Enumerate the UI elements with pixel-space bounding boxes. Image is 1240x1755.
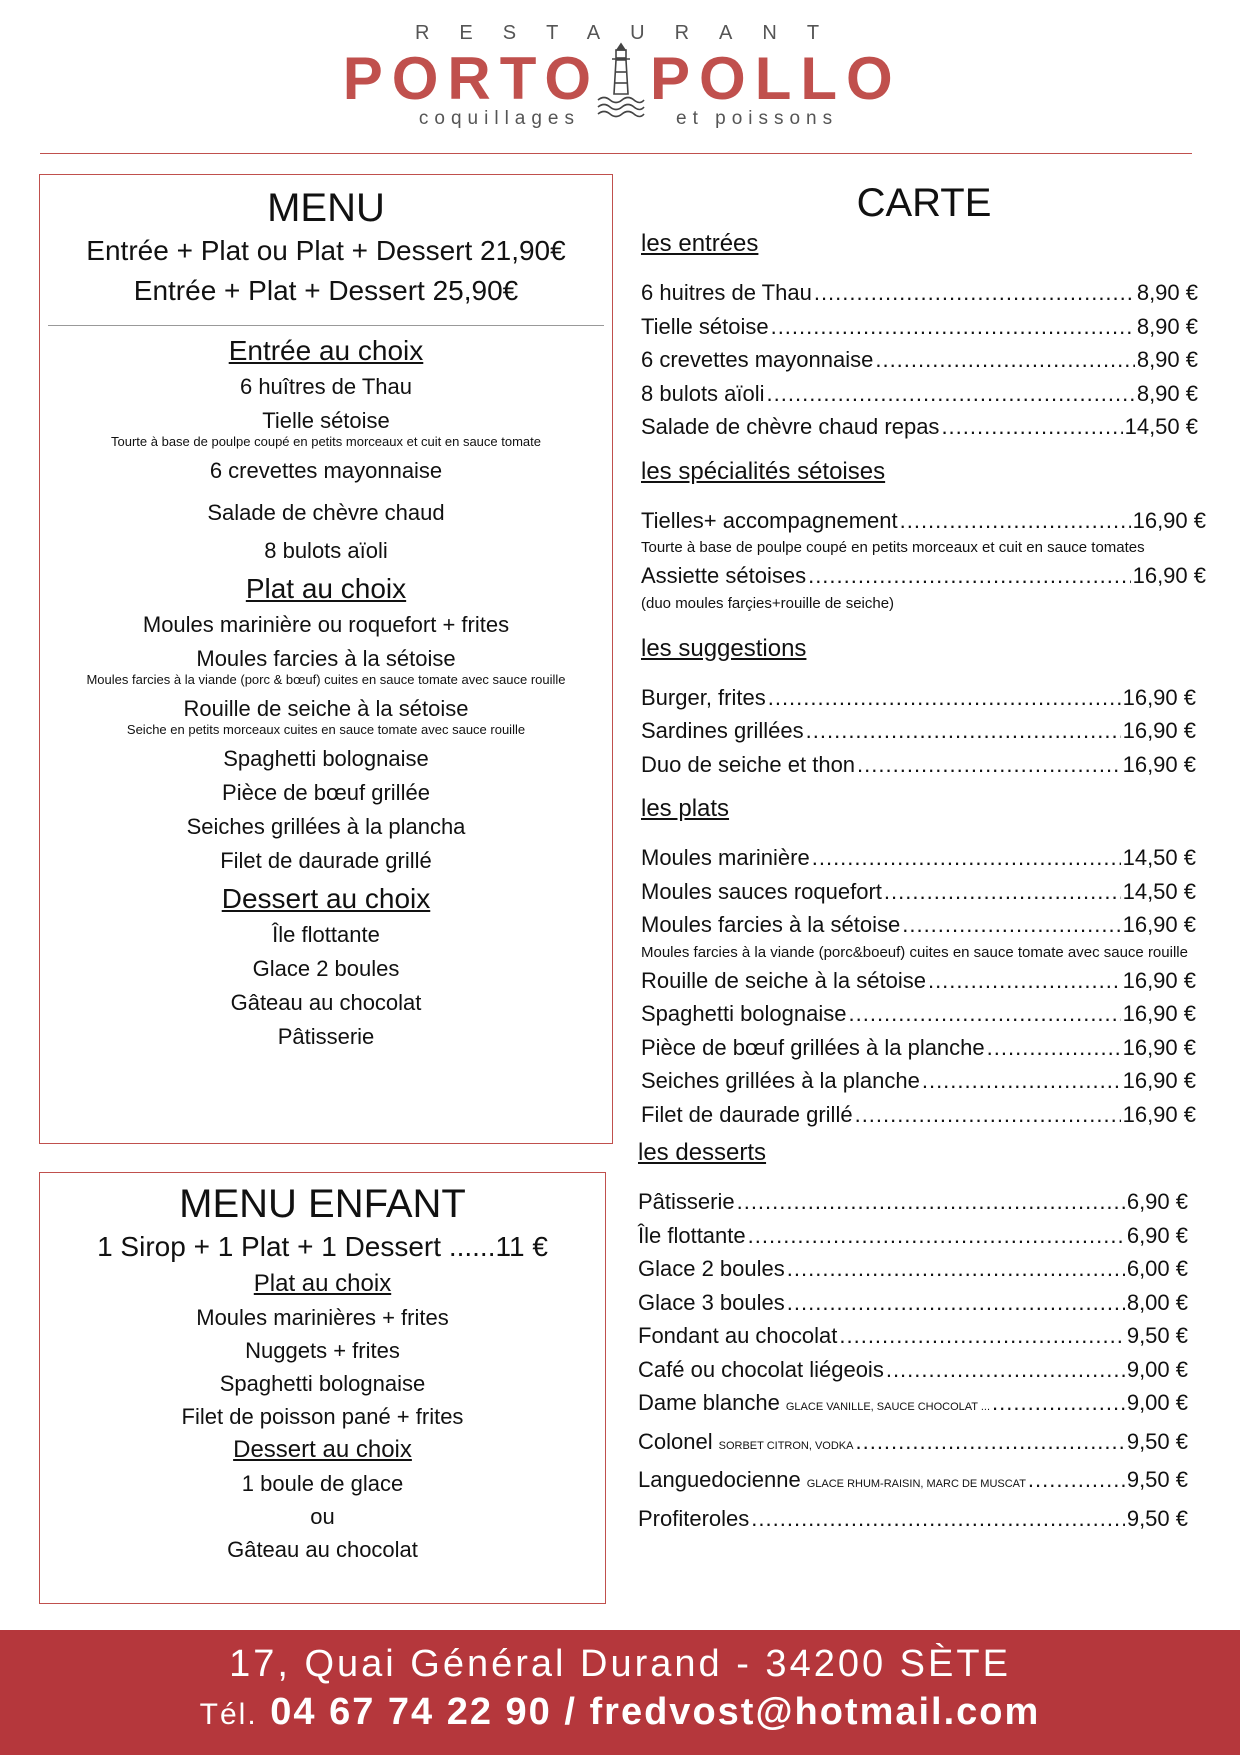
carte-plat-row: Seiches grillées à la planche ..... 16,90 € [641,1064,1196,1098]
footer-address: 17, Quai Général Durand - 34200 SÈTE [229,1643,1011,1685]
carte-plat-row: Moules sauces roquefort ..... 14,50 € [641,875,1196,909]
carte-specialite-row: Assiette sétoises ..... 16,90 € [641,559,1206,593]
kids-plat-item: Moules marinières + frites [196,1305,449,1330]
menu-divider [48,325,604,326]
menu-plat-note: Seiche en petits morceaux cuites en sauce tomate avec sauce rouille [126,722,526,737]
menu-entree-heading: Entrée au choix [228,335,424,366]
kids-dessert-item: 1 boule de glace [241,1471,404,1496]
carte-section [638,174,1207,1535]
carte-dessert-row: Glace 2 boules ..... 6,00 € [638,1252,1188,1286]
menu-price-three-courses: Entrée + Plat + Dessert 25,90€ [133,275,519,306]
carte-plat-row: Spaghetti bolognaise ..... 16,90 € [641,997,1196,1031]
footer-tel-label: Tél. [199,1698,258,1731]
logo-word-porto: PORTO [342,45,600,112]
menu-price-two-courses: Entrée + Plat ou Plat + Dessert 21,90€ [86,235,566,266]
menu-entree-item: 6 crevettes mayonnaise [209,458,443,483]
logo-tagline-left: coquillages [418,108,580,129]
carte-plat-note: Moules farcies à la viande (porc&boeuf) cuites en sauce tomate avec sauce rouille [641,943,1188,961]
carte-dessert-row: Colonel SORBET CITRON, VODKA ..... 9,50 € [638,1425,1188,1464]
menu-dessert-item: Île flottante [272,922,380,947]
menu-plat-item: Pièce de bœuf grillée [222,780,430,805]
kids-menu-price: 1 Sirop + 1 Plat + 1 Dessert ......11 € [97,1231,548,1262]
carte-specialite-note: Tourte à base de poulpe coupé en petits morceaux et cuit en sauce tomates [641,539,1145,556]
carte-desserts-heading: les desserts [638,1139,767,1166]
logo-tagline-right: et poissons [676,108,839,129]
carte-dessert-row: Profiteroles ..... 9,50 € [638,1502,1188,1536]
menu-entree-item: Tielle sétoise [262,408,390,433]
carte-dessert-row: Île flottante ..... 6,90 € [638,1219,1188,1253]
carte-suggestions-heading: les suggestions [641,634,807,662]
carte-plat-row: Moules farcies à la sétoise ..... 16,90 € [641,908,1196,942]
footer-contact-line [0,1688,1240,1739]
header-divider [40,153,1192,154]
carte-dessert-row: Fondant au chocolat ..... 9,50 € [638,1319,1188,1353]
dessert-detail: SORBET CITRON, VODKA [718,1439,854,1452]
footer-phone[interactable]: 04 67 74 22 90 [270,1691,552,1733]
kids-menu-box [39,1172,606,1604]
menu-box [39,174,613,1144]
carte-specialite-row: Tielles+ accompagnement ..... 16,90 € [641,504,1206,538]
menu-plat-note: Moules farcies à la viande (porc & bœuf) cuites en sauce tomate avec sauce rouille [86,672,566,687]
menu-dessert-item: Glace 2 boules [252,956,400,981]
footer-separator: / [564,1691,577,1733]
carte-entree-row: Tielle sétoise ..... 8,90 € [641,310,1198,344]
carte-entree-row: 6 crevettes mayonnaise ..... 8,90 € [641,343,1198,377]
carte-entree-row: 6 huitres de Thau ..... 8,90 € [641,276,1198,310]
menu-entree-item: 6 huîtres de Thau [239,374,413,399]
carte-entree-row: 8 bulots aïoli ..... 8,90 € [641,377,1198,411]
menu-title: MENU [267,186,385,230]
carte-suggestion-row: Duo de seiche et thon ..... 16,90 € [641,748,1196,782]
carte-specialites-heading: les spécialités sétoises [641,457,886,485]
kids-dessert-item: Gâteau au chocolat [227,1537,418,1562]
kids-dessert-item: ou [310,1504,335,1529]
contact-footer [0,1630,1240,1755]
menu-dessert-item: Gâteau au chocolat [230,990,422,1015]
logo-word-pollo: POLLO [650,45,902,112]
carte-specialite-note: (duo moules farçies+rouille de seiche) [641,594,895,612]
restaurant-header [0,0,1240,140]
carte-dessert-row: Languedocienne GLACE RHUM-RAISIN, MARC DE MUSCAT ..... 9,50 € [638,1463,1188,1502]
carte-plat-row: Filet de daurade grillé ..... 16,90 € [641,1098,1196,1132]
carte-entree-row: Salade de chèvre chaud repas ..... 14,50 € [641,410,1198,444]
menu-dessert-item: Pâtisserie [277,1024,375,1049]
kids-menu-title: MENU ENFANT [179,1182,466,1226]
menu-plat-item: Spaghetti bolognaise [223,746,429,771]
menu-plat-item: Moules farcies à la sétoise [196,646,456,671]
kids-plat-item: Nuggets + frites [245,1338,400,1363]
carte-dessert-row: Dame blanche GLACE VANILLE, SAUCE CHOCOLAT ... ..... 9,00 € [638,1386,1188,1425]
carte-dessert-row: Café ou chocolat liégeois ..... 9,00 € [638,1353,1188,1387]
footer-email[interactable]: fredvost@hotmail.com [589,1691,1041,1733]
lighthouse-icon [596,42,646,128]
carte-dessert-row: Glace 3 boules ..... 8,00 € [638,1286,1188,1320]
kids-plat-item: Spaghetti bolognaise [219,1371,426,1396]
kids-plat-item: Filet de poisson pané + frites [181,1404,464,1429]
logo-restaurant-label: RESTAURANT [414,22,850,44]
kids-plat-heading: Plat au choix [253,1270,392,1297]
carte-plats-heading: les plats [641,795,730,822]
menu-entree-item: Salade de chèvre chaud [207,500,445,525]
menu-dessert-heading: Dessert au choix [221,883,431,914]
carte-entrees-heading: les entrées [641,230,759,257]
menu-plat-item: Seiches grillées à la plancha [186,814,466,839]
menu-plat-item: Filet de daurade grillé [220,848,432,873]
carte-suggestion-row: Burger, frites ..... 16,90 € [641,681,1196,715]
menu-entree-note: Tourte à base de poulpe coupé en petits morceaux et cuit en sauce tomate [111,434,541,449]
carte-dessert-row: Pâtisserie ..... 6,90 € [638,1185,1188,1219]
menu-entree-item: 8 bulots aïoli [264,538,388,563]
dessert-detail: GLACE RHUM-RAISIN, MARC DE MUSCAT [806,1478,1026,1490]
carte-plat-row: Moules marinière ..... 14,50 € [641,841,1196,875]
kids-dessert-heading: Dessert au choix [233,1436,412,1463]
carte-plat-row: Pièce de bœuf grillées à la planche ..... 16,90 € [641,1031,1196,1065]
menu-plat-heading: Plat au choix [245,573,407,604]
dessert-detail: GLACE VANILLE, SAUCE CHOCOLAT ... [785,1401,991,1413]
menu-plat-item: Moules marinière ou roquefort + frites [142,612,510,637]
carte-plat-row: Rouille de seiche à la sétoise ..... 16,90 € [641,964,1196,998]
menu-plat-item: Rouille de seiche à la sétoise [183,696,469,721]
carte-suggestion-row: Sardines grillées ..... 16,90 € [641,714,1196,748]
carte-title: CARTE [856,181,992,225]
